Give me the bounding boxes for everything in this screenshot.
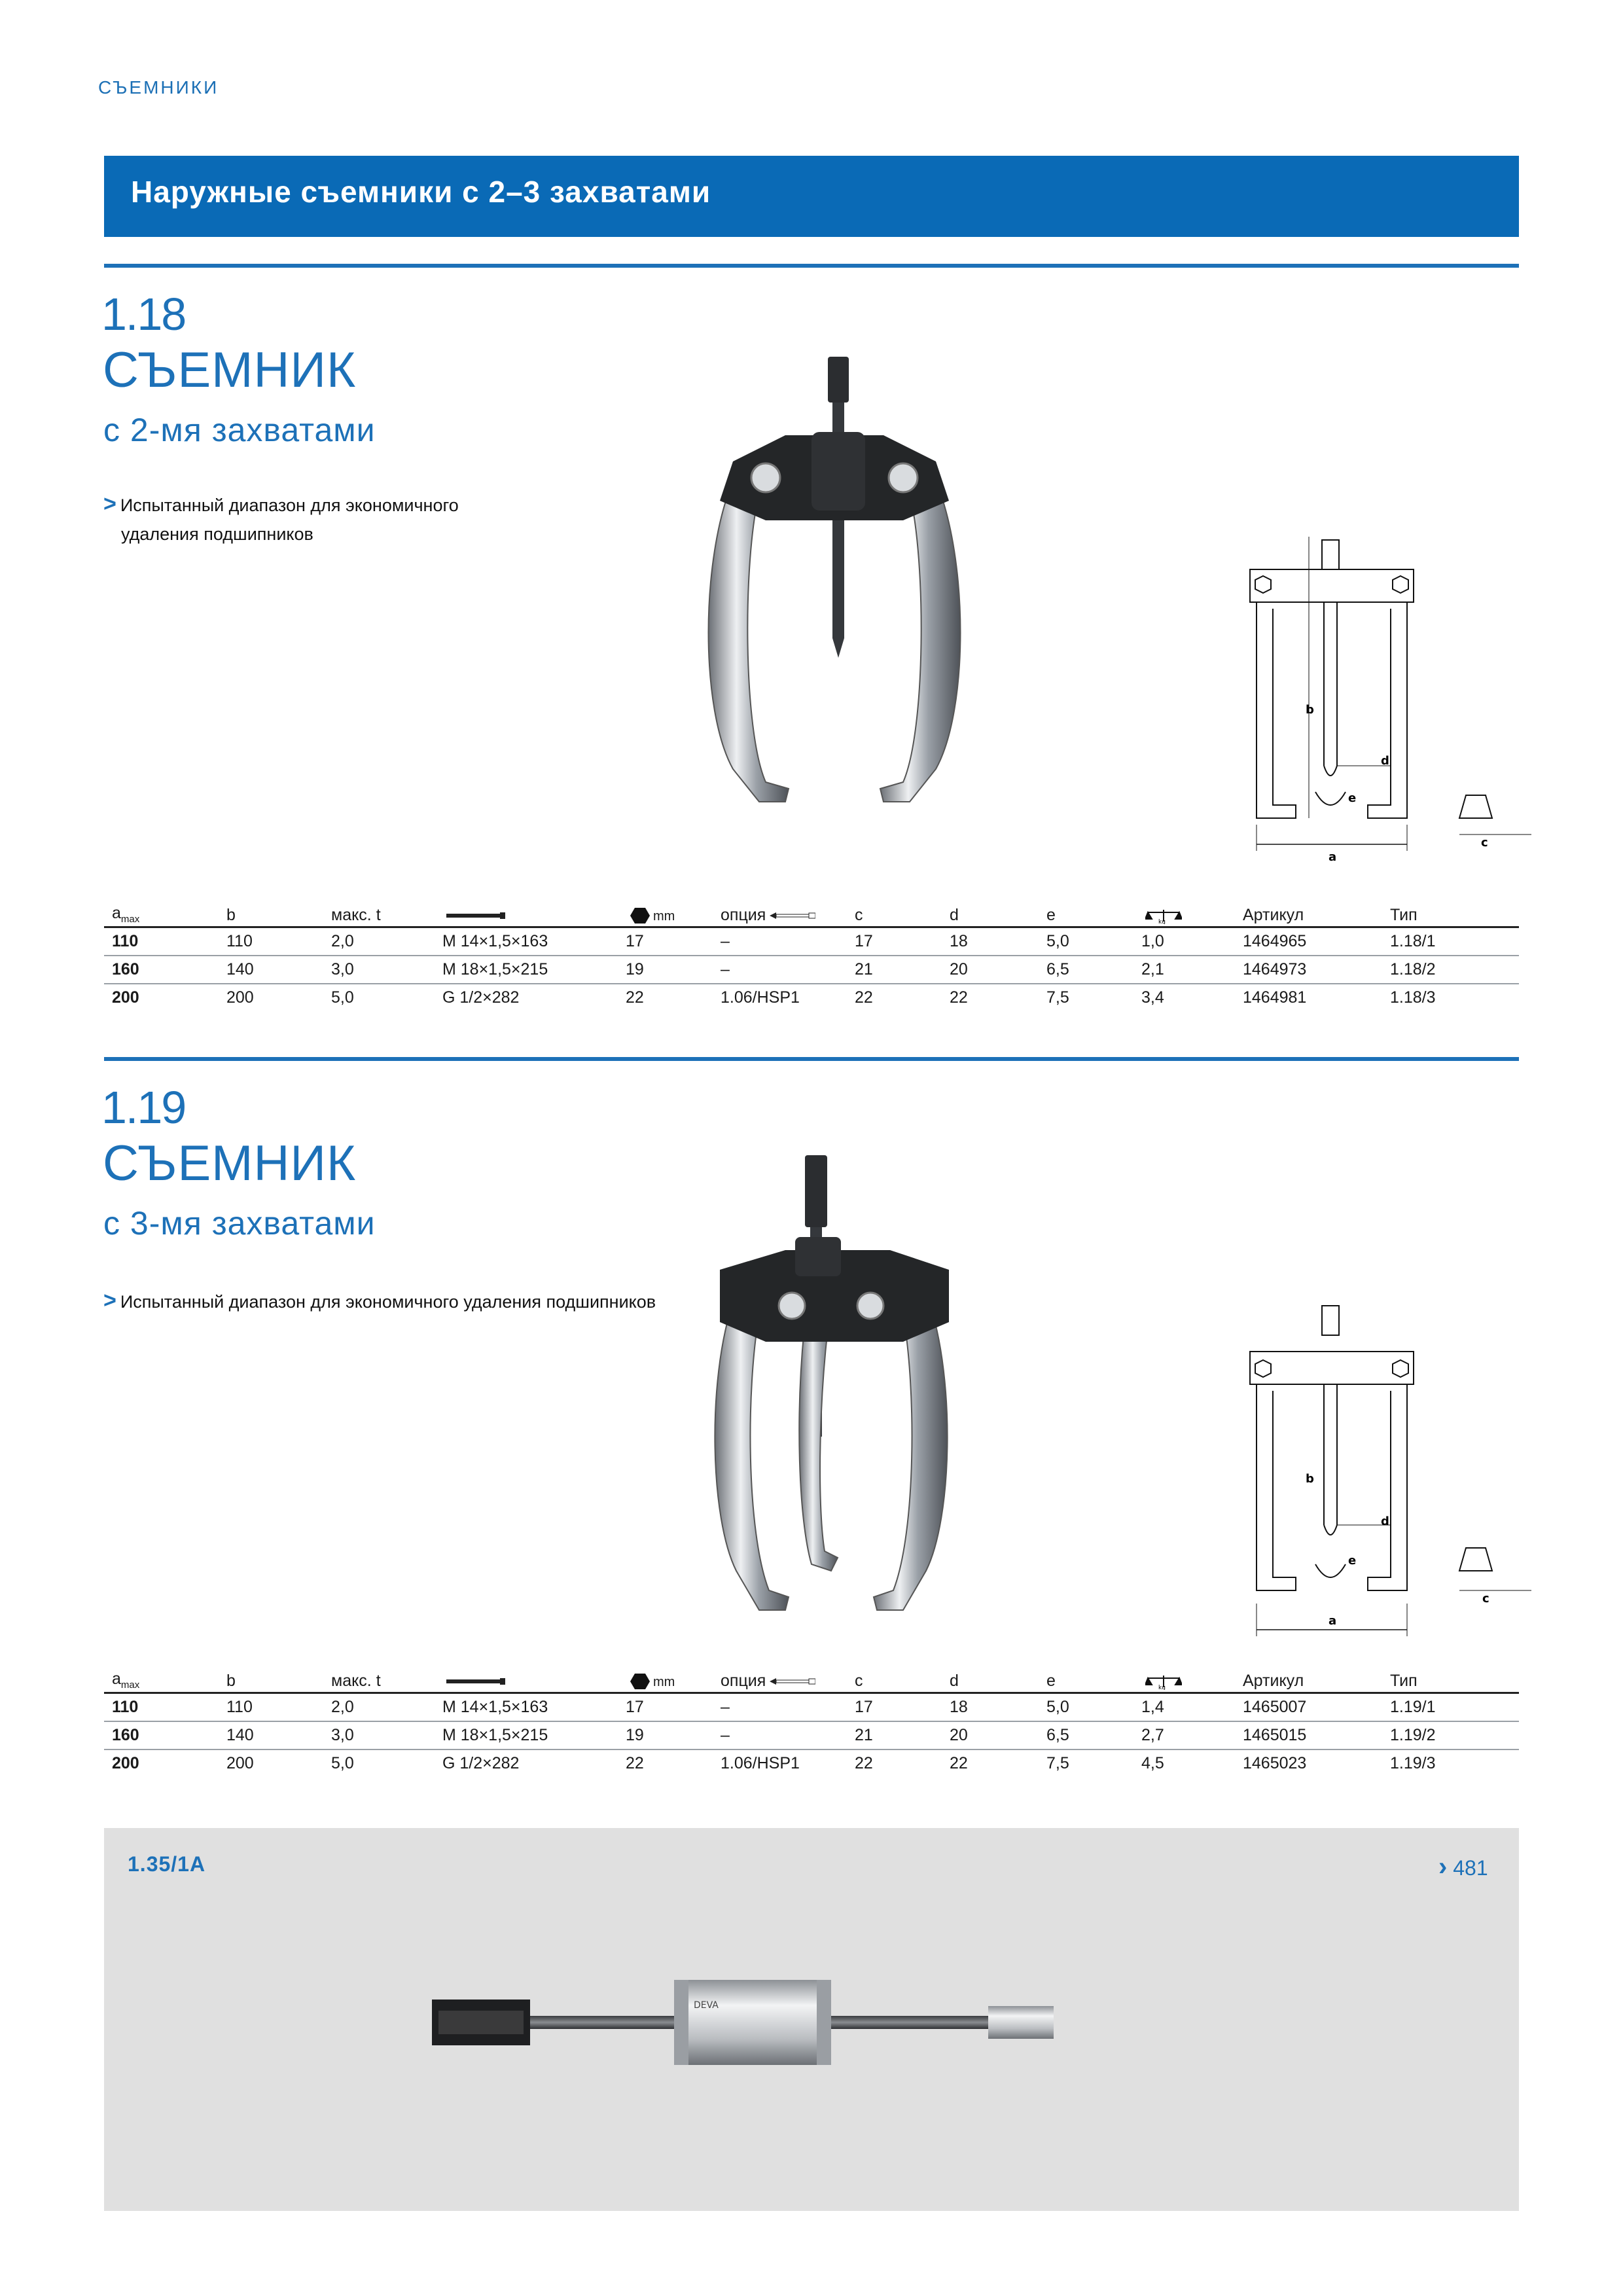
svg-text:kg: kg — [1158, 919, 1166, 925]
page-number: 481 — [1453, 1856, 1488, 1880]
svg-text:kg: kg — [1158, 1685, 1166, 1691]
chevron-right-icon: › — [1438, 1852, 1448, 1881]
col-c: c — [847, 1666, 942, 1693]
product-name: СЪЕМНИК — [103, 1136, 357, 1191]
dim-label-e: e — [1348, 1554, 1357, 1568]
dim-label-c: c — [1482, 1592, 1489, 1605]
spindle-option-icon — [770, 1677, 815, 1685]
table-row: 160 140 3,0 M 18×1,5×215 19 – 21 20 6,5 2,7 1465015 1.19/2 — [104, 1721, 1519, 1749]
page-link[interactable] — [1438, 1852, 1488, 1882]
col-spindle — [435, 1666, 618, 1693]
slide-hammer-photo — [432, 1970, 1086, 2075]
section-rule — [104, 264, 1519, 268]
col-a: $a_{max}$ — [104, 1666, 219, 1693]
feature-item — [103, 490, 459, 548]
col-e: e — [1039, 1666, 1133, 1693]
spec-table — [104, 1666, 1519, 1777]
bullet-arrow-icon: > — [103, 492, 116, 516]
col-article: Артикул — [1235, 1666, 1382, 1693]
spindle-icon — [446, 912, 505, 920]
dim-label-c: c — [1481, 836, 1488, 850]
three-jaw-puller-diagram — [1224, 1302, 1564, 1643]
col-option: опция — [713, 1666, 847, 1693]
col-d: d — [942, 900, 1039, 927]
product-number: 1.19 — [101, 1082, 186, 1133]
scale-kg-icon — [1145, 1673, 1182, 1690]
table-row: 200 200 5,0 G 1/2×282 22 1.06/HSP1 22 22 7,5 4,5 1465023 1.19/3 — [112, 1754, 1436, 1772]
col-weight — [1133, 900, 1235, 927]
table-row: 200 200 5,0 G 1/2×282 22 1.06/HSP1 22 22 7,5 3,4 1464981 1.18/3 — [112, 988, 1436, 1007]
dim-label-e: e — [1348, 791, 1357, 805]
feature-item — [103, 1286, 656, 1316]
three-jaw-puller-photo — [707, 1152, 969, 1623]
col-type: Тип — [1382, 900, 1519, 927]
hammer-brand-label: DEVA — [694, 2000, 719, 2011]
hex-nut-icon — [630, 1673, 651, 1690]
feature-line: удаления подшипников — [121, 524, 313, 544]
col-weight — [1133, 1666, 1235, 1693]
col-type: Тип — [1382, 1666, 1519, 1693]
col-hex: mm — [618, 1666, 713, 1693]
section-label: СЪЕМНИКИ — [98, 77, 219, 98]
dim-label-a: a — [1329, 1614, 1337, 1628]
bullet-arrow-icon: > — [103, 1288, 116, 1313]
dim-label-b: b — [1306, 1472, 1314, 1486]
col-c: c — [847, 900, 942, 927]
col-option: опция — [713, 900, 847, 927]
col-b: b — [219, 900, 323, 927]
feature-line: Испытанный диапазон для экономичного удаления подшипников — [120, 1292, 656, 1312]
table-header-row — [104, 900, 1519, 927]
banner-title: Наружные съемники с 2–3 захватами — [131, 175, 711, 209]
two-jaw-puller-diagram — [1224, 537, 1564, 870]
feature-line: Испытанный диапазон для экономичного — [120, 495, 459, 515]
col-spindle — [435, 900, 618, 927]
dim-label-d: d — [1381, 754, 1389, 768]
table-row: 110 110 2,0 M 14×1,5×163 17 – 17 18 5,0 1,4 1465007 1.19/1 — [104, 1693, 1519, 1722]
hex-nut-icon — [630, 907, 651, 924]
product-subtitle: с 2-мя захватами — [103, 412, 376, 448]
col-t: макс. t — [323, 900, 435, 927]
related-product-code[interactable]: 1.35/1A — [128, 1852, 206, 1876]
col-t: макс. t — [323, 1666, 435, 1693]
product-number: 1.18 — [101, 289, 186, 340]
dim-label-d: d — [1381, 1515, 1389, 1528]
table-header-row — [104, 1666, 1519, 1693]
col-hex: mm — [618, 900, 713, 927]
product-name: СЪЕМНИК — [103, 342, 357, 398]
dim-label-b: b — [1306, 703, 1314, 717]
table-row: 110 110 2,0 M 14×1,5×163 17 – 17 18 5,0 1,0 1464965 1.18/1 — [104, 927, 1519, 956]
spindle-option-icon — [770, 912, 815, 920]
col-b: b — [219, 1666, 323, 1693]
spindle-icon — [446, 1677, 505, 1685]
spec-table — [104, 900, 1519, 1011]
col-d: d — [942, 1666, 1039, 1693]
col-e: e — [1039, 900, 1133, 927]
table-row: 160 140 3,0 M 18×1,5×215 19 – 21 20 6,5 2,1 1464973 1.18/2 — [104, 956, 1519, 984]
dim-label-a: a — [1329, 850, 1337, 864]
product-subtitle: с 3-мя захватами — [103, 1205, 376, 1242]
scale-kg-icon — [1145, 907, 1182, 924]
two-jaw-puller-photo — [687, 344, 982, 821]
col-a: $a_{max}$ — [104, 900, 219, 927]
col-article: Артикул — [1235, 900, 1382, 927]
section-rule — [104, 1057, 1519, 1061]
